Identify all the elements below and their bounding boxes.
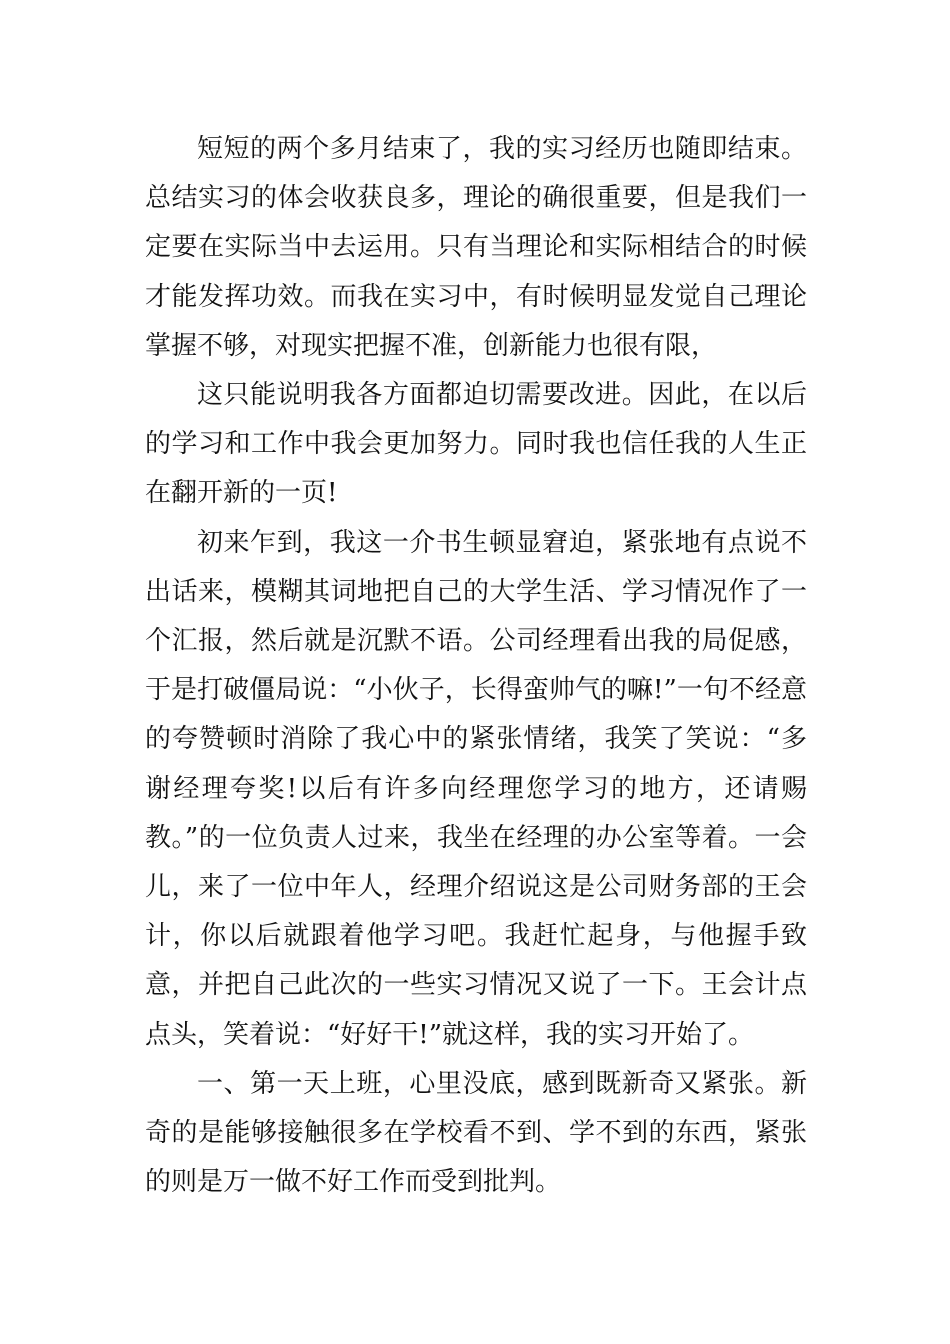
document-body <box>145 125 807 1207</box>
paragraph-4: 一、第一天上班，心里没底，感到既新奇又紧张。新奇的是能够接触很多在学校看不到、学不到的东西，紧张的则是万一做不好工作而受到批判。 <box>145 1068 807 1198</box>
paragraph-1: 短短的两个多月结束了，我的实习经历也随即结束。总结实习的体会收获良多，理论的确很重要，但是我们一定要在实际当中去运用。只有当理论和实际相结合的时候才能发挥功效。而我在实习中，有时候明显发觉自己理论掌握不够，对现实把握不准，创新能力也很有限， <box>145 134 807 361</box>
paragraph-2: 这只能说明我各方面都迫切需要改进。因此，在以后的学习和工作中我会更加努力。同时我也信任我的人生正在翻开新的一页! <box>145 380 807 509</box>
paragraph-3: 初来乍到，我这一介书生顿显窘迫，紧张地有点说不出话来，模糊其词地把自己的大学生活、学习情况作了一个汇报，然后就是沉默不语。公司经理看出我的局促感，于是打破僵局说：“小伙子，长得蛮帅气的嘛!”一句不经意的夸赞顿时消除了我心中的紧张情绪，我笑了笑说：“多谢经理夸奖!以后有许多向经理您学习的地方，还请赐教。”的一位负责人过来，我坐在经理的办公室等着。一会儿，来了一位中年人，经理介绍说这是公司财务部的王会计，你以后就跟着他学习吧。我赶忙起身，与他握手致意，并把自己此次的一些实习情况又说了一下。王会计点点头，笑着说：“好好干!”就这样，我的实习开始了。 <box>145 527 807 1050</box>
